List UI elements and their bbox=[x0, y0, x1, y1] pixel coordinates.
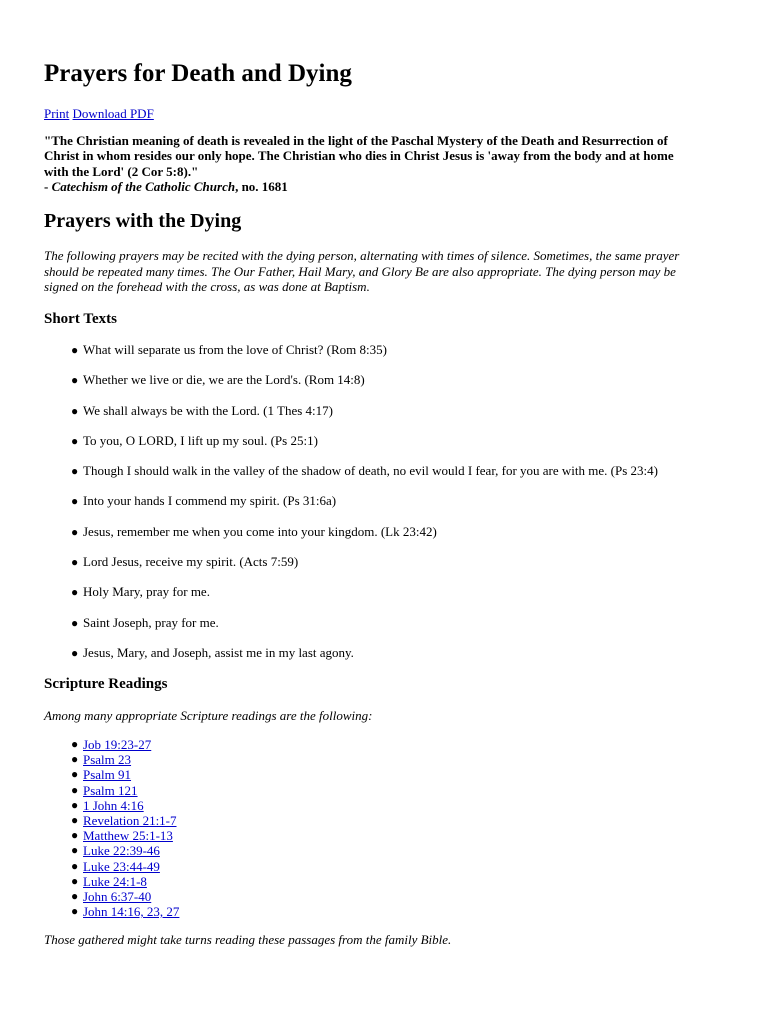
attribution-prefix: - bbox=[44, 178, 52, 194]
list-item bbox=[44, 402, 658, 432]
bullet-icon: ● bbox=[71, 494, 79, 509]
quote-line: with the Lord' (2 Cor 5:8)." bbox=[44, 163, 199, 179]
list-item bbox=[44, 813, 179, 828]
list-item bbox=[44, 644, 658, 674]
list-item bbox=[44, 341, 658, 371]
download-pdf-link[interactable]: Download PDF bbox=[72, 106, 154, 121]
closing-note: Those gathered might take turns reading these passages from the family Bible. bbox=[44, 932, 452, 947]
list-item bbox=[44, 874, 179, 889]
bullet-icon: ● bbox=[71, 645, 79, 660]
bullet-icon: ● bbox=[71, 767, 79, 782]
page-title: Prayers for Death and Dying bbox=[44, 60, 352, 87]
reading-link-psalm-121[interactable]: Psalm 121 bbox=[83, 782, 138, 798]
short-text: Into your hands I commend my spirit. (Ps 31:6a) bbox=[83, 493, 337, 509]
short-text: Saint Joseph, pray for me. bbox=[83, 614, 219, 630]
bullet-icon: ● bbox=[71, 904, 79, 919]
reading-link-psalm-91[interactable]: Psalm 91 bbox=[83, 767, 132, 783]
attribution-source: Catechism of the Catholic Church bbox=[51, 178, 236, 194]
reading-link-matthew-25[interactable]: Matthew 25:1-13 bbox=[83, 828, 173, 844]
list-item bbox=[44, 583, 658, 613]
catechism-quote bbox=[44, 133, 724, 194]
list-item bbox=[44, 737, 179, 752]
quote-attribution bbox=[44, 179, 724, 194]
bullet-icon: ● bbox=[71, 873, 79, 888]
bullet-icon: ● bbox=[71, 858, 79, 873]
list-item bbox=[44, 828, 179, 843]
list-item bbox=[44, 843, 179, 858]
short-text: Whether we live or die, we are the Lord's. (Rom 14:8) bbox=[83, 372, 365, 388]
reading-link-psalm-23[interactable]: Psalm 23 bbox=[83, 752, 132, 768]
bullet-icon: ● bbox=[71, 843, 79, 858]
short-text: Holy Mary, pray for me. bbox=[83, 584, 210, 600]
scripture-readings-heading: Scripture Readings bbox=[44, 676, 168, 692]
list-item bbox=[44, 889, 179, 904]
bullet-icon: ● bbox=[71, 373, 79, 388]
bullet-icon: ● bbox=[71, 782, 79, 797]
attribution-number: , no. 1681 bbox=[235, 178, 288, 194]
document-actions bbox=[44, 106, 154, 122]
print-link[interactable]: Print bbox=[44, 106, 70, 121]
list-item bbox=[44, 904, 179, 919]
intro-paragraph bbox=[44, 248, 724, 295]
bullet-icon: ● bbox=[71, 524, 79, 539]
list-item bbox=[44, 783, 179, 798]
short-text: Jesus, remember me when you come into your kingdom. (Lk 23:42) bbox=[83, 523, 437, 539]
list-item bbox=[44, 752, 179, 767]
list-item bbox=[44, 614, 658, 644]
reading-link-luke-23[interactable]: Luke 23:44-49 bbox=[83, 858, 160, 874]
bullet-icon: ● bbox=[71, 888, 79, 903]
reading-link-luke-24[interactable]: Luke 24:1-8 bbox=[83, 873, 147, 889]
intro-line: The following prayers may be recited with the dying person, alternating with times of silence. Sometimes, the same prayer bbox=[44, 248, 680, 263]
reading-link-job-19[interactable]: Job 19:23-27 bbox=[83, 737, 152, 752]
list-item bbox=[44, 462, 658, 492]
section-title: Prayers with the Dying bbox=[44, 210, 242, 232]
reading-link-revelation-21[interactable]: Revelation 21:1-7 bbox=[83, 812, 177, 828]
reading-link-john-14[interactable]: John 14:16, 23, 27 bbox=[83, 904, 180, 920]
scripture-readings-list bbox=[44, 737, 179, 919]
list-item bbox=[44, 432, 658, 462]
short-text: We shall always be with the Lord. (1 Thes 4:17) bbox=[83, 402, 333, 418]
bullet-icon: ● bbox=[71, 433, 79, 448]
short-text: Lord Jesus, receive my spirit. (Acts 7:59) bbox=[83, 554, 299, 570]
bullet-icon: ● bbox=[71, 812, 79, 827]
reading-link-john-6[interactable]: John 6:37-40 bbox=[83, 888, 152, 904]
bullet-icon: ● bbox=[71, 585, 79, 600]
short-texts-heading: Short Texts bbox=[44, 311, 117, 327]
list-item bbox=[44, 523, 658, 553]
reading-link-1-john-4[interactable]: 1 John 4:16 bbox=[83, 797, 144, 813]
list-item bbox=[44, 767, 179, 782]
list-item bbox=[44, 492, 658, 522]
bullet-icon: ● bbox=[71, 403, 79, 418]
bullet-icon: ● bbox=[71, 555, 79, 570]
bullet-icon: ● bbox=[71, 752, 79, 767]
list-item bbox=[44, 798, 179, 813]
quote-line: Christ in whom resides our only hope. The Christian who dies in Christ Jesus is 'away from the body and at home bbox=[44, 148, 674, 164]
bullet-icon: ● bbox=[71, 737, 79, 751]
scripture-intro: Among many appropriate Scripture readings are the following: bbox=[44, 708, 373, 723]
list-item bbox=[44, 553, 658, 583]
bullet-icon: ● bbox=[71, 797, 79, 812]
bullet-icon: ● bbox=[71, 828, 79, 843]
short-text: To you, O LORD, I lift up my soul. (Ps 25:1) bbox=[83, 432, 318, 448]
quote-line: "The Christian meaning of death is revealed in the light of the Paschal Mystery of the Death and Resurrection of bbox=[44, 133, 668, 148]
bullet-icon: ● bbox=[71, 343, 79, 357]
bullet-icon: ● bbox=[71, 615, 79, 630]
intro-line: signed on the forehead with the cross, as was done at Baptism. bbox=[44, 279, 370, 294]
list-item bbox=[44, 371, 658, 401]
reading-link-luke-22[interactable]: Luke 22:39-46 bbox=[83, 843, 160, 859]
bullet-icon: ● bbox=[71, 464, 79, 479]
intro-line: should be repeated many times. The Our Father, Hail Mary, and Glory Be are also appropriate. The dying person may be bbox=[44, 263, 676, 279]
short-text: Jesus, Mary, and Joseph, assist me in my last agony. bbox=[83, 644, 354, 660]
short-text: What will separate us from the love of Christ? (Rom 8:35) bbox=[83, 342, 387, 357]
short-text: Though I should walk in the valley of the shadow of death, no evil would I fear, for you are with me. (Ps 23:4) bbox=[83, 463, 658, 479]
short-texts-list bbox=[44, 341, 658, 674]
list-item bbox=[44, 859, 179, 874]
